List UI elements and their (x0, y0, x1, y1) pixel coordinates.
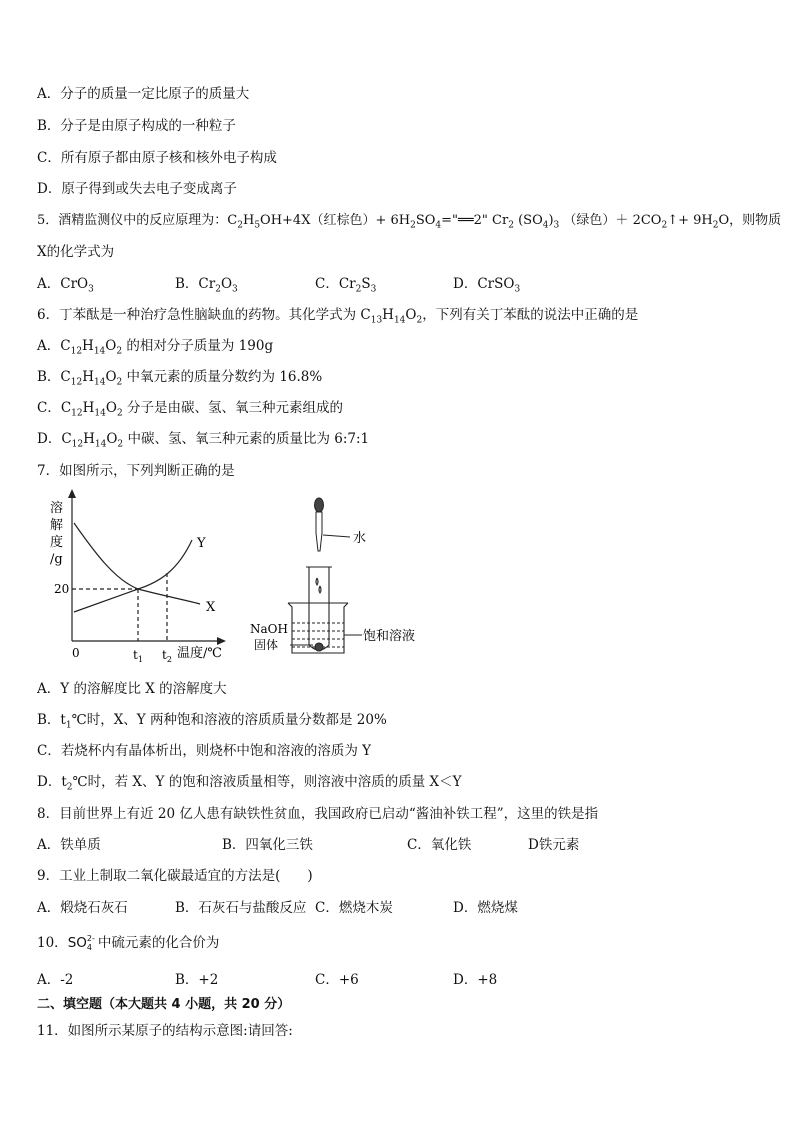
solubility-graph (68, 489, 226, 645)
q8-option-c: C．氧化铁 (407, 837, 472, 853)
naoh-label-2: 固体 (254, 638, 279, 652)
q5-option-a: A．CrO$_3$ (37, 276, 94, 295)
dropper-bulb (315, 498, 324, 512)
q6-option-c: C．$C_{12}H_{14}O_2$ 分子是由碳、氢、氧三种元素组成的 (37, 400, 343, 419)
saturated-label: 饱和溶液 (363, 629, 416, 644)
q5-option-b: B．$Cr_2O_3$ (175, 276, 238, 295)
q4-option-d: D．原子得到或失去电子变成离子 (37, 181, 237, 197)
curve-x (74, 523, 200, 604)
q5-stem-line2: X的化学式为 (37, 244, 115, 260)
q9-option-c: C．燃烧木炭 (315, 900, 393, 916)
q7-figure (40, 485, 440, 665)
y-tick-20: 20 (54, 582, 70, 596)
q10-stem: 10．SO 2- 4 中硫元素的化合价为 (37, 934, 220, 952)
q8-option-d: D铁元素 (528, 837, 580, 853)
q9-option-d: D．燃烧煤 (453, 900, 518, 916)
q5-stem-prefix: 5．酒精监测仪中的反应原理为： (37, 213, 228, 228)
q10-option-c: C．+6 (315, 972, 359, 988)
q7-option-b: B．$t_1℃$时，X、Y 两种饱和溶液的溶质质量分数都是 20% (37, 712, 387, 731)
t2-label: $t_2$ (162, 648, 172, 664)
q7-stem: 7．如图所示，下列判断正确的是 (37, 463, 235, 479)
q5-stem (37, 209, 782, 231)
curve-x-label: X (206, 600, 216, 615)
q9-option-b: B．石灰石与盐酸反应 (175, 900, 307, 916)
q6-stem: 6．丁苯酞是一种治疗急性脑缺血的药物。其化学式为 $C_{13}H_{14}O_2$，下列有关丁苯酞的说法中正确的是 (37, 307, 639, 326)
x-axis-label: 温度/℃ (177, 646, 222, 661)
q7-option-d: D．$t_2℃$时，若 X、Y 的饱和溶液质量相等，则溶液中溶质的质量 X＜Y (37, 774, 462, 793)
naoh-solid (315, 643, 323, 651)
q5-option-c: C．$Cr_2S_3$ (315, 276, 377, 295)
q7-option-c: C．若烧杯内有晶体析出，则烧杯中饱和溶液的溶质为 Y (37, 743, 372, 759)
test-tube-drops (316, 578, 321, 593)
q5-stem-tail: ，则物质 (729, 213, 782, 228)
q6-option-a: A．$C_{12}H_{14}O_2$ 的相对分子质量为 190g (37, 338, 274, 357)
q10-option-a: A．-2 (37, 972, 74, 988)
q7-option-a: A．Y 的溶解度比 X 的溶解度大 (37, 681, 227, 697)
q4-option-c: C．所有原子都由原子核和核外电子构成 (37, 150, 277, 166)
test-tube (309, 567, 329, 650)
q4-option-a: A．分子的质量一定比原子的质量大 (37, 86, 250, 102)
y-label-2: 解 (50, 518, 64, 533)
t1-label: $t_1$ (133, 648, 143, 664)
y-label-3: 度 (50, 535, 64, 550)
naoh-label-1: NaOH (250, 622, 288, 636)
y-label-4: /g (50, 552, 63, 567)
q8-stem: 8．目前世界上有近 20 亿人患有缺铁性贫血，我国政府已启动“酱油补铁工程”，这里的铁是指 (37, 806, 599, 822)
q6-option-d: D．$C_{12}H_{14}O_2$ 中碳、氢、氧三种元素的质量比为 6:7:1 (37, 431, 370, 450)
q9-option-a: A．煅烧石灰石 (37, 900, 128, 916)
q10-option-b: B．+2 (175, 972, 219, 988)
section-heading-fill-in: 二、填空题（本大题共 4 小题，共 20 分） (37, 997, 291, 1012)
q6-option-b: B．$C_{12}H_{14}O_2$ 中氧元素的质量分数约为 16.8% (37, 369, 323, 388)
y-label-1: 溶 (50, 501, 64, 516)
y-axis-arrow (68, 489, 76, 498)
q4-option-b: B．分子是由原子构成的一种粒子 (37, 118, 236, 134)
q8-option-a: A．铁单质 (37, 837, 101, 853)
sulfate-ion: SO 2- 4 (67, 934, 95, 952)
q9-stem: 9．工业上制取二氧化碳最适宜的方法是( ) (37, 868, 313, 884)
dropper-tube (316, 512, 322, 551)
origin-label: 0 (72, 646, 80, 660)
q11-stem: 11．如图所示某原子的结构示意图:请回答: (37, 1023, 293, 1039)
q5-option-d: D．CrSO$_3$ (453, 276, 521, 295)
q10-option-d: D．+8 (453, 972, 498, 988)
curve-y (74, 540, 192, 612)
beaker-illustration (288, 567, 362, 653)
q8-option-b: B．四氧化三铁 (222, 837, 313, 853)
q5-equation: $C_2H_5OH+4X$（红棕色）+ $6H_2SO_4="══2$" $Cr_2$ $(SO_4)_3$ （绿色）＋ $2CO_2↑+ 9H_2O$ (227, 213, 730, 231)
dropper-illustration (315, 498, 351, 551)
x-axis-arrow (217, 637, 226, 645)
water-label: 水 (353, 531, 367, 546)
dropper-pointer (323, 535, 350, 537)
curve-y-label: Y (197, 536, 206, 551)
